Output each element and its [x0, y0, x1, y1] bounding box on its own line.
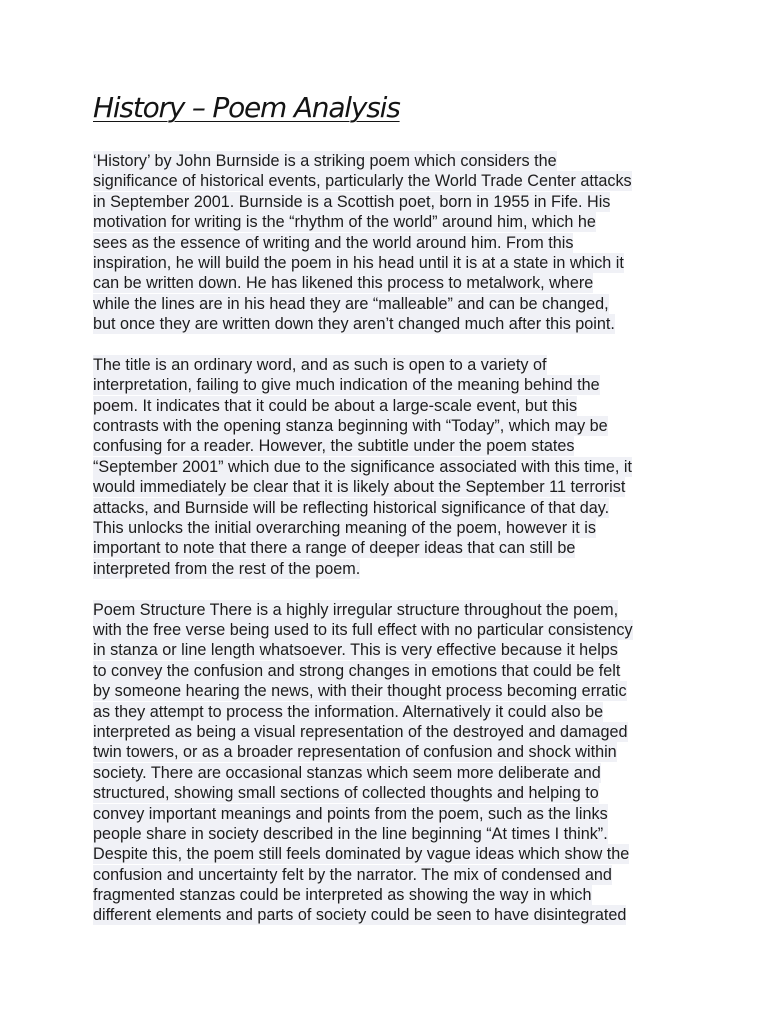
text-line: attacks, and Burnside will be reflecting historical significance of that day. [93, 498, 610, 517]
text-line: “September 2001” which due to the significance associated with this time, it [93, 457, 632, 476]
text-line: fragmented stanzas could be interpreted as showing the way in which [93, 886, 592, 905]
text-line: confusing for a reader. However, the subtitle under the poem states [93, 437, 575, 456]
text-line: important to note that there a range of deeper ideas that can still be [93, 539, 576, 558]
document-body [93, 151, 693, 946]
page-title: History – Poem Analysis [93, 91, 400, 124]
text-line: Poem Structure There is a highly irregular structure throughout the poem, [93, 600, 619, 619]
text-line: convey important meanings and points from the poem, such as the links [93, 804, 608, 823]
text-line: structured, showing small sections of collected thoughts and helping to [93, 784, 599, 803]
text-line: would immediately be clear that it is likely about the September 11 terrorist [93, 478, 626, 497]
text-line: interpretation, failing to give much indication of the meaning behind the [93, 376, 600, 395]
text-line: confusion and uncertainty felt by the narrator. The mix of condensed and [93, 865, 612, 884]
text-line: can be written down. He has likened this process to metalwork, where [93, 274, 594, 293]
text-line: significance of historical events, particularly the World Trade Center attacks [93, 172, 632, 191]
text-line: twin towers, or as a broader representation of confusion and shock within [93, 743, 617, 762]
text-line: people share in society described in the line beginning “At times I think”. [93, 824, 608, 843]
text-line: sees as the essence of writing and the world around him. From this [93, 233, 574, 252]
text-line: in stanza or line length whatsoever. This is very effective because it helps [93, 641, 618, 660]
text-line: to convey the confusion and strong changes in emotions that could be felt [93, 661, 621, 680]
text-line: as they attempt to process the information. Alternatively it could also be [93, 702, 604, 721]
text-line: different elements and parts of society could be seen to have disintegrated [93, 906, 627, 925]
text-line: Despite this, the poem still feels dominated by vague ideas which show the [93, 845, 630, 864]
paragraph-3 [93, 600, 693, 926]
text-line: while the lines are in his head they are “malleable” and can be changed, [93, 294, 609, 313]
text-line: poem. It indicates that it could be about a large-scale event, but this [93, 396, 578, 415]
text-line: by someone hearing the news, with their thought process becoming erratic [93, 682, 627, 701]
paragraph-2 [93, 355, 693, 579]
text-line: but once they are written down they aren’t changed much after this point. [93, 315, 615, 334]
text-line: in September 2001. Burnside is a Scottish poet, born in 1955 in Fife. His [93, 192, 611, 211]
text-line: interpreted as being a visual representation of the destroyed and damaged [93, 722, 628, 741]
text-line: motivation for writing is the “rhythm of the world” around him, which he [93, 213, 596, 232]
text-line: ‘History’ by John Burnside is a striking poem which considers the [93, 152, 557, 170]
paragraph-1 [93, 151, 693, 335]
text-line: inspiration, he will build the poem in his head until it is at a state in which it [93, 253, 624, 272]
text-line: interpreted from the rest of the poem. [93, 559, 361, 578]
text-line: society. There are occasional stanzas which seem more deliberate and [93, 763, 601, 782]
text-line: with the free verse being used to its full effect with no particular consistency [93, 620, 633, 639]
text-line: The title is an ordinary word, and as such is open to a variety of [93, 355, 547, 374]
text-line: This unlocks the initial overarching meaning of the poem, however it is [93, 519, 596, 538]
text-line: contrasts with the opening stanza beginning with “Today”, which may be [93, 417, 608, 436]
